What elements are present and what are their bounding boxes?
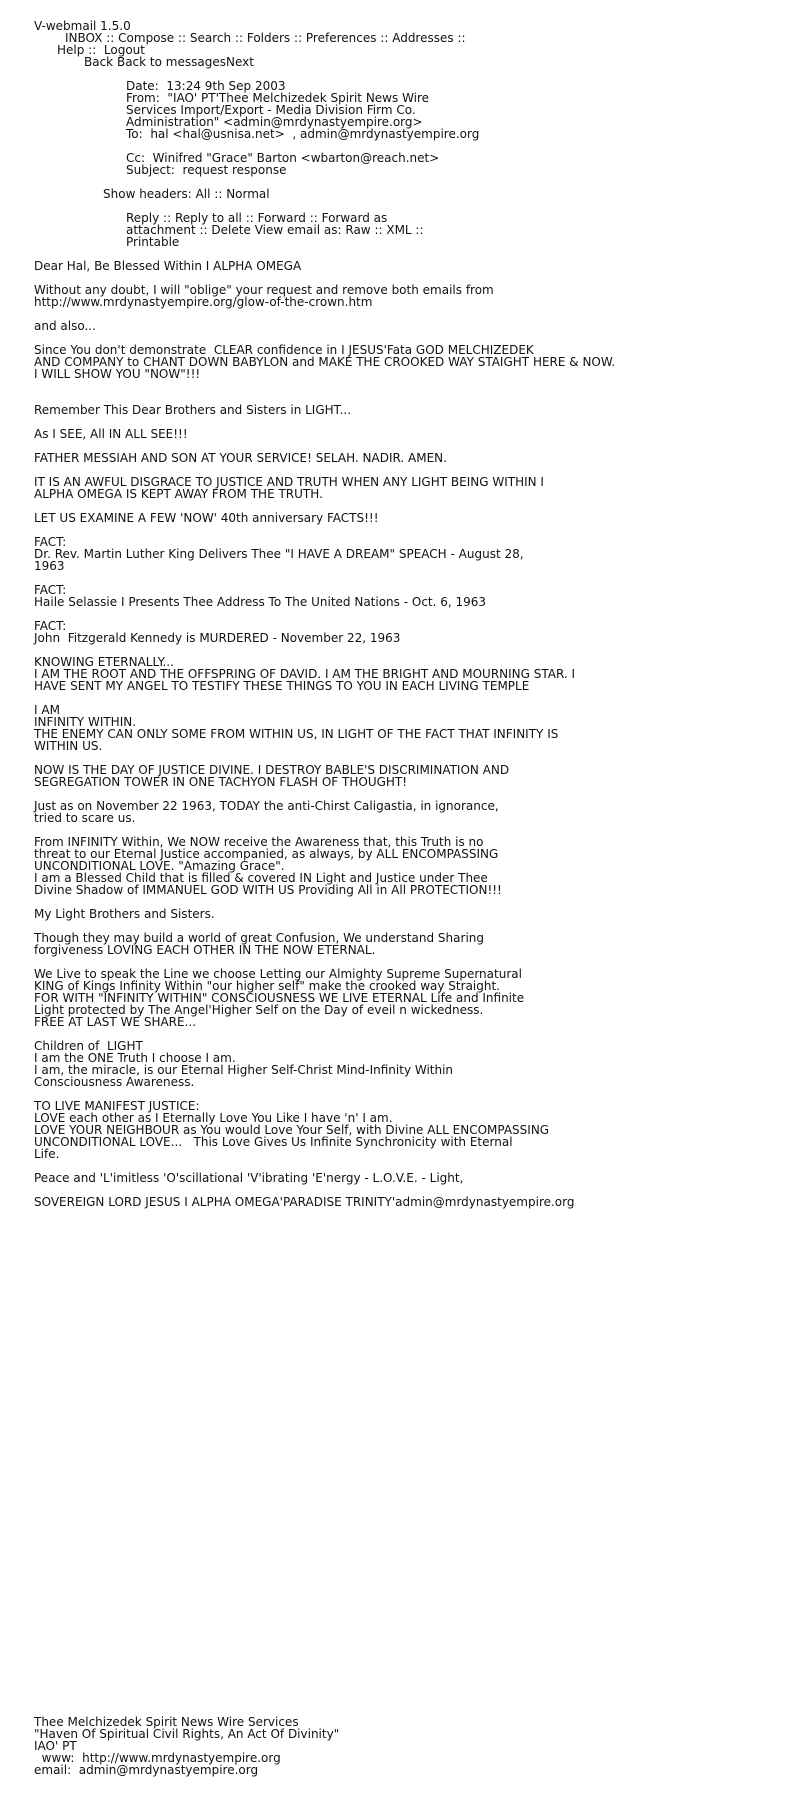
nav-separator: :: [159, 211, 175, 225]
cc-label: Cc: [126, 151, 146, 165]
nav-separator: :: [290, 31, 306, 45]
body-paragraph [34, 620, 774, 644]
message-signature [34, 1716, 339, 1776]
body-line: forgiveness LOVING EACH OTHER IN THE NOW ETERNAL. [34, 943, 376, 957]
nav-help-link[interactable]: Help [57, 43, 85, 57]
nav-separator: :: [376, 31, 393, 45]
to-label: To: [126, 127, 143, 141]
body-paragraph [34, 1172, 774, 1184]
nav-separator: :: [305, 211, 322, 225]
body-line: FACT: [34, 535, 67, 549]
date-label: Date: [126, 79, 159, 93]
body-line: My Light Brothers and Sisters. [34, 907, 215, 921]
body-paragraph [34, 536, 774, 572]
cc-value: Winifred "Grace" Barton <wbarton@reach.net> [152, 151, 440, 165]
actions-line [126, 236, 427, 248]
signature-line: "Haven Of Spiritual Civil Rights, An Act Of Divinity" [34, 1727, 340, 1741]
body-line: tried to scare us. [34, 811, 136, 825]
body-line: IT IS AN AWFUL DISGRACE TO JUSTICE AND TRUTH WHEN ANY LIGHT BEING WITHIN I [34, 475, 544, 489]
body-line: Remember This Dear Brothers and Sisters in LIGHT... [34, 403, 352, 417]
body-line: Haile Selassie I Presents Thee Address To The United Nations - Oct. 6, 1963 [34, 595, 487, 609]
from-value-line: Services Import/Export - Media Division Firm Co. [126, 103, 416, 117]
body-line: I am the ONE Truth I choose I am. [34, 1051, 236, 1065]
body-line: Consciousness Awareness. [34, 1075, 195, 1089]
show-headers-row [103, 188, 270, 200]
printable-link[interactable]: Printable [126, 235, 180, 249]
signature-line: Thee Melchizedek Spirit News Wire Services [34, 1715, 299, 1729]
body-line: FATHER MESSIAH AND SON AT YOUR SERVICE! SELAH. NADIR. AMEN. [34, 451, 447, 465]
body-line: 1963 [34, 559, 65, 573]
message-body [34, 260, 774, 1208]
nav-addresses-link[interactable]: Addresses [392, 31, 454, 45]
back-link[interactable]: Back [84, 55, 114, 69]
body-line: http://www.mrdynastyempire.org/glow-of-the-crown.htm [34, 295, 373, 309]
nav-separator: :: [241, 211, 258, 225]
body-line: SOVEREIGN LORD JESUS I ALPHA OMEGA'PARADISE TRINITY'admin@mrdynastyempire.org [34, 1195, 575, 1209]
back-to-messages-link[interactable]: Back to messages [116, 55, 226, 69]
nav-separator: :: [411, 223, 428, 237]
body-line: Just as on November 22 1963, TODAY the anti-Chirst Caligastia, in ignorance, [34, 799, 499, 813]
nav-separator: :: [84, 43, 101, 57]
date-value: 13:24 9th Sep 2003 [166, 79, 286, 93]
body-paragraph [34, 1196, 774, 1208]
body-line: KING of Kings Infinity Within "our higher self" make the crooked way Straight. [34, 979, 500, 993]
nav-separator: :: [195, 223, 212, 237]
body-paragraph [34, 656, 774, 692]
delete-link[interactable]: Delete [211, 223, 251, 237]
body-line: HAVE SENT MY ANGEL TO TESTIFY THESE THINGS TO YOU IN EACH LIVING TEMPLE [34, 679, 530, 693]
body-paragraph [34, 284, 774, 308]
reply-link[interactable]: Reply [126, 211, 160, 225]
body-line: FREE AT LAST WE SHARE... [34, 1015, 197, 1029]
nav-separator: :: [174, 31, 190, 45]
body-line: From INFINITY Within, We NOW receive the Awareness that, this Truth is no [34, 835, 484, 849]
body-line: FOR WITH "INFINITY WITHIN" CONSCIOUSNESS WE LIVE ETERNAL Life and Infinite [34, 991, 525, 1005]
body-line: AND COMPANY to CHANT DOWN BABYLON and MAKE THE CROOKED WAY STAIGHT HERE & NOW. [34, 355, 616, 369]
nav-separator: :: [210, 187, 227, 201]
to-row [126, 128, 479, 140]
body-paragraph [34, 320, 774, 332]
subject-label: Subject: [126, 163, 175, 177]
message-nav [84, 56, 254, 68]
body-paragraph [34, 1040, 774, 1088]
nav-separator: :: [370, 223, 387, 237]
body-line: Peace and 'L'imitless 'O'scillational 'V'ibrating 'E'nergy - L.O.V.E. - Light, [34, 1171, 464, 1185]
body-line: Life. [34, 1147, 60, 1161]
body-paragraph [34, 704, 774, 752]
body-paragraph [34, 908, 774, 920]
body-paragraph [34, 836, 774, 896]
body-line: UNCONDITIONAL LOVE... This Love Gives Us Infinite Synchronicity with Eternal [34, 1135, 513, 1149]
nav-separator: :: [453, 31, 470, 45]
body-paragraph [34, 968, 774, 1028]
body-line: John Fitzgerald Kennedy is MURDERED - November 22, 1963 [34, 631, 401, 645]
nav-search-link[interactable]: Search [189, 31, 232, 45]
nav-folders-link[interactable]: Folders [246, 31, 291, 45]
body-paragraph [34, 428, 774, 440]
show-headers-all-link[interactable]: All [195, 187, 211, 201]
app-title: V-webmail 1.5.0 [34, 19, 131, 33]
signature-line: email: admin@mrdynastyempire.org [34, 1763, 259, 1777]
body-line: threat to our Eternal Justice accompanied, as always, by ALL ENCOMPASSING [34, 847, 499, 861]
body-paragraph [34, 476, 774, 500]
body-line: Light protected by The Angel'Higher Self on the Day of eveil n wickedness. [34, 1003, 484, 1017]
forward-as-attachment-link[interactable]: Forward as [321, 211, 388, 225]
body-paragraph [34, 932, 774, 956]
next-message-link[interactable]: Next [225, 55, 254, 69]
forward-as-attachment-link[interactable]: attachment [126, 223, 196, 237]
view-xml-link[interactable]: XML [386, 223, 412, 237]
body-line: THE ENEMY CAN ONLY SOME FROM WITHIN US, IN LIGHT OF THE FACT THAT INFINITY IS [34, 727, 559, 741]
body-line: NOW IS THE DAY OF JUSTICE DIVINE. I DESTROY BABLE'S DISCRIMINATION AND [34, 763, 510, 777]
body-line: Since You don't demonstrate CLEAR confidence in I JESUS'Fata GOD MELCHIZEDEK [34, 343, 534, 357]
from-value-line: Administration" <admin@mrdynastyempire.org> [126, 115, 423, 129]
body-line: INFINITY WITHIN. [34, 715, 137, 729]
body-line: Though they may build a world of great Confusion, We understand Sharing [34, 931, 484, 945]
signature-line: www: http://www.mrdynastyempire.org [34, 1751, 281, 1765]
body-line: LOVE each other as I Eternally Love You Like I have 'n' I am. [34, 1111, 393, 1125]
body-line: I am a Blessed Child that is filled & covered IN Light and Justice under Thee [34, 871, 488, 885]
body-line: I AM [34, 703, 60, 717]
body-paragraph [34, 404, 774, 416]
body-line: WITHIN US. [34, 739, 103, 753]
body-paragraph [34, 1100, 774, 1160]
body-line: SEGREGATION TOWER IN ONE TACHYON FLASH OF THOUGHT! [34, 775, 408, 789]
body-line: ALPHA OMEGA IS KEPT AWAY FROM THE TRUTH. [34, 487, 323, 501]
body-line: We Live to speak the Line we choose Letting our Almighty Supreme Supernatural [34, 967, 522, 981]
body-line: TO LIVE MANIFEST JUSTICE: [34, 1099, 200, 1113]
nav-inbox-link[interactable]: INBOX [65, 31, 103, 45]
body-line: I AM THE ROOT AND THE OFFSPRING OF DAVID. I AM THE BRIGHT AND MOURNING STAR. I [34, 667, 576, 681]
body-paragraph [34, 260, 774, 272]
body-line: LET US EXAMINE A FEW 'NOW' 40th anniversary FACTS!!! [34, 511, 379, 525]
view-as-label: View email as: [254, 223, 342, 237]
nav-preferences-link[interactable]: Preferences [305, 31, 377, 45]
body-line: I WILL SHOW YOU "NOW"!!! [34, 367, 201, 381]
body-paragraph [34, 800, 774, 824]
body-line: Without any doubt, I will "oblige" your request and remove both emails from [34, 283, 494, 297]
from-label: From: [126, 91, 160, 105]
body-line: LOVE YOUR NEIGHBOUR as You would Love Your Self, with Divine ALL ENCOMPASSING [34, 1123, 550, 1137]
message-actions [126, 212, 427, 248]
reply-all-link[interactable]: Reply to all [174, 211, 242, 225]
subject-row [126, 164, 479, 176]
view-raw-link[interactable]: Raw [345, 223, 371, 237]
body-line: As I SEE, All IN ALL SEE!!! [34, 427, 188, 441]
nav-logout-link[interactable]: Logout [103, 43, 145, 57]
body-line [34, 380, 774, 392]
body-line: FACT: [34, 583, 67, 597]
body-line: Children of LIGHT [34, 1039, 143, 1053]
body-paragraph [34, 344, 774, 392]
body-line: and also... [34, 319, 96, 333]
body-line: KNOWING ETERNALLY... [34, 655, 174, 669]
body-line: UNCONDITIONAL LOVE. "Amazing Grace". [34, 859, 285, 873]
body-paragraph [34, 764, 774, 788]
body-line: Dear Hal, Be Blessed Within I ALPHA OMEGA [34, 259, 302, 273]
body-line: FACT: [34, 619, 67, 633]
show-headers-label: Show headers: [103, 187, 192, 201]
forward-link[interactable]: Forward [257, 211, 306, 225]
show-headers-normal-link[interactable]: Normal [226, 187, 270, 201]
body-paragraph [34, 512, 774, 524]
message-headers [126, 80, 479, 176]
body-line: I am, the miracle, is our Eternal Higher Self-Christ Mind-Infinity Within [34, 1063, 454, 1077]
nav-separator: :: [231, 31, 247, 45]
body-paragraph [34, 584, 774, 608]
from-value-line: "IAO' PT'Thee Melchizedek Spirit News Wire [167, 91, 430, 105]
body-line: Divine Shadow of IMMANUEL GOD WITH US Providing All in All PROTECTION!!! [34, 883, 502, 897]
subject-value: request response [182, 163, 287, 177]
nav-compose-link[interactable]: Compose [118, 31, 175, 45]
to-value: hal <hal@usnisa.net> , admin@mrdynastyempire.org [150, 127, 480, 141]
body-line: Dr. Rev. Martin Luther King Delivers Thee "I HAVE A DREAM" SPEACH - August 28, [34, 547, 524, 561]
body-paragraph [34, 452, 774, 464]
nav-separator: :: [102, 31, 119, 45]
signature-line: IAO' PT [34, 1739, 77, 1753]
